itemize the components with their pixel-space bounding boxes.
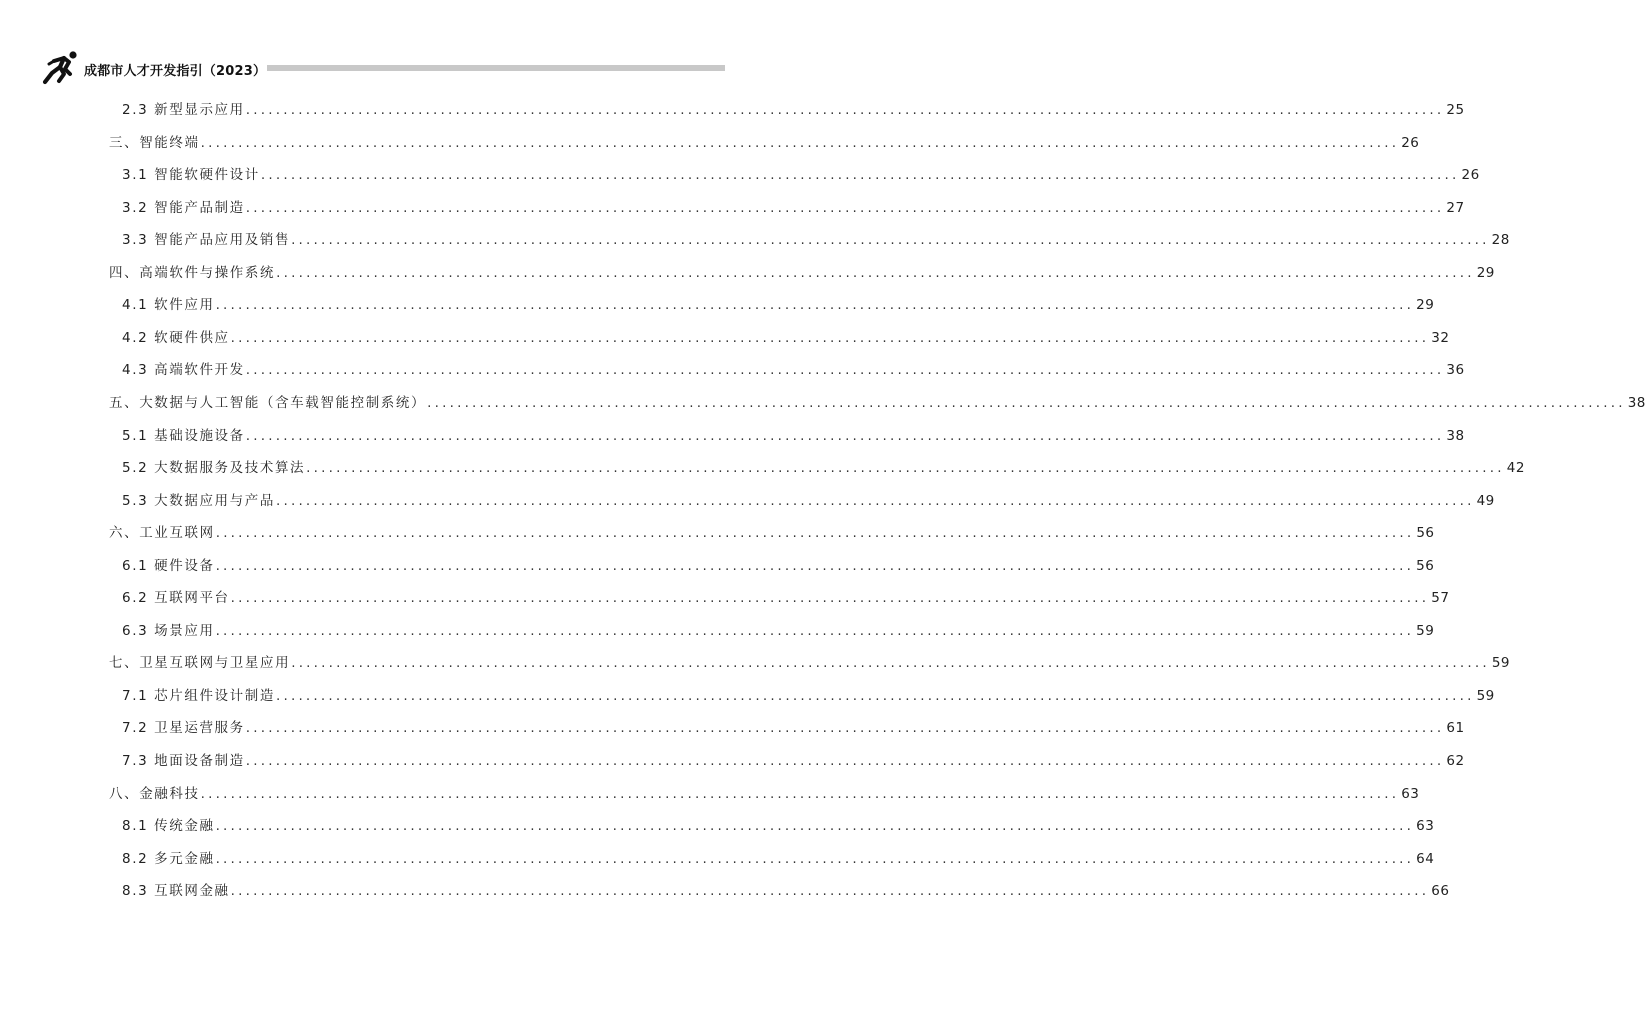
toc-entry[interactable] <box>122 294 1435 316</box>
toc-leader-dots: ................................................................................................................................................................ <box>200 135 1400 151</box>
toc-entry-page: 56 <box>1416 558 1435 574</box>
toc-entry[interactable] <box>122 848 1435 870</box>
toc-leader-dots: ................................................................................................................................................................ <box>215 818 1415 834</box>
toc-entry[interactable] <box>122 685 1495 707</box>
toc-entry-title: 5.2 大数据服务及技术算法 <box>122 460 306 476</box>
toc-entry-page: 59 <box>1416 623 1435 639</box>
toc-entry[interactable] <box>109 392 1646 414</box>
toc-entry-page: 56 <box>1416 525 1435 541</box>
toc-entry-title: 3.1 智能软硬件设计 <box>122 167 260 183</box>
toc-entry[interactable] <box>122 880 1450 902</box>
toc-entry-page: 62 <box>1446 753 1465 769</box>
toc-entry-page: 49 <box>1476 493 1495 509</box>
toc-entry-page: 38 <box>1627 395 1646 411</box>
toc-entry[interactable] <box>122 815 1435 837</box>
toc-entry-page: 61 <box>1446 720 1465 736</box>
toc-entry-page: 63 <box>1401 786 1420 802</box>
toc-entry-page: 66 <box>1431 883 1450 899</box>
toc-entry[interactable] <box>122 620 1435 642</box>
toc-leader-dots: ................................................................................................................................................................ <box>215 623 1415 639</box>
toc-entry-title: 四、高端软件与操作系统 <box>109 265 276 281</box>
toc-leader-dots: ................................................................................................................................................................ <box>245 720 1445 736</box>
toc-leader-dots: ................................................................................................................................................................ <box>275 688 1475 704</box>
toc-leader-dots: ................................................................................................................................................................ <box>230 330 1430 346</box>
toc-entry-title: 7.2 卫星运营服务 <box>122 720 245 736</box>
toc-entry[interactable] <box>109 652 1510 674</box>
toc-leader-dots: ................................................................................................................................................................ <box>215 525 1415 541</box>
toc-entry-title: 8.1 传统金融 <box>122 818 215 834</box>
toc-entry[interactable] <box>109 132 1420 154</box>
toc-entry[interactable] <box>122 717 1465 739</box>
toc-entry-title: 8.2 多元金融 <box>122 851 215 867</box>
toc-entry-title: 七、卫星互联网与卫星应用 <box>109 655 291 671</box>
toc-entry-title: 3.3 智能产品应用及销售 <box>122 232 291 248</box>
runner-icon <box>42 50 80 86</box>
toc-entry[interactable] <box>122 490 1495 512</box>
toc-entry-title: 7.3 地面设备制造 <box>122 753 245 769</box>
toc-entry[interactable] <box>109 783 1420 805</box>
toc-entry-page: 28 <box>1491 232 1510 248</box>
toc-entry[interactable] <box>122 750 1465 772</box>
toc-entry[interactable] <box>122 359 1465 381</box>
toc-entry-page: 59 <box>1476 688 1495 704</box>
toc-entry-page: 27 <box>1446 200 1465 216</box>
toc-entry-page: 25 <box>1446 102 1465 118</box>
toc-leader-dots: ................................................................................................................................................................ <box>230 590 1430 606</box>
toc-entry-page: 26 <box>1461 167 1480 183</box>
toc-entry[interactable] <box>109 262 1495 284</box>
toc-leader-dots: ................................................................................................................................................................ <box>260 167 1460 183</box>
toc-entry-title: 5.1 基础设施设备 <box>122 428 245 444</box>
toc-entry[interactable] <box>122 555 1435 577</box>
toc-leader-dots: ................................................................................................................................................................ <box>245 362 1445 378</box>
toc-entry-title: 6.2 互联网平台 <box>122 590 230 606</box>
toc-leader-dots: ................................................................................................................................................................ <box>200 786 1400 802</box>
toc-entry[interactable] <box>109 522 1435 544</box>
toc-entry-page: 38 <box>1446 428 1465 444</box>
toc-leader-dots: ................................................................................................................................................................ <box>276 265 1475 281</box>
toc-entry[interactable] <box>122 587 1450 609</box>
toc-leader-dots: ................................................................................................................................................................ <box>291 655 1490 671</box>
toc-entry-title: 6.3 场景应用 <box>122 623 215 639</box>
toc-leader-dots: ................................................................................................................................................................ <box>245 428 1445 444</box>
toc-entry[interactable] <box>122 99 1465 121</box>
toc-entry-page: 57 <box>1431 590 1450 606</box>
toc-entry-page: 29 <box>1476 265 1495 281</box>
toc-leader-dots: ................................................................................................................................................................ <box>215 297 1415 313</box>
page-header <box>42 50 725 86</box>
toc-entry-page: 36 <box>1446 362 1465 378</box>
toc-entry-title: 五、大数据与人工智能（含车载智能控制系统） <box>109 395 427 411</box>
toc-entry[interactable] <box>122 425 1465 447</box>
toc-entry-title: 4.2 软硬件供应 <box>122 330 230 346</box>
toc-leader-dots: ................................................................................................................................................................ <box>427 395 1626 411</box>
toc-entry[interactable] <box>122 229 1510 251</box>
toc-leader-dots: ................................................................................................................................................................ <box>245 102 1445 118</box>
toc-entry-title: 2.3 新型显示应用 <box>122 102 245 118</box>
toc-entry-title: 3.2 智能产品制造 <box>122 200 245 216</box>
toc-entry[interactable] <box>122 327 1450 349</box>
toc-entry[interactable] <box>122 164 1480 186</box>
toc-entry-title: 三、智能终端 <box>109 135 200 151</box>
toc-leader-dots: ................................................................................................................................................................ <box>245 200 1445 216</box>
toc-leader-dots: ................................................................................................................................................................ <box>215 558 1415 574</box>
toc-leader-dots: ................................................................................................................................................................ <box>291 232 1490 248</box>
toc-entry-title: 5.3 大数据应用与产品 <box>122 493 275 509</box>
toc-entry-page: 32 <box>1431 330 1450 346</box>
header-rule <box>267 65 725 71</box>
toc-entry-page: 29 <box>1416 297 1435 313</box>
toc-leader-dots: ................................................................................................................................................................ <box>275 493 1475 509</box>
toc-entry-title: 7.1 芯片组件设计制造 <box>122 688 275 704</box>
toc-entry-page: 42 <box>1506 460 1525 476</box>
toc-entry-title: 八、金融科技 <box>109 786 200 802</box>
toc-entry-page: 59 <box>1491 655 1510 671</box>
toc-entry-page: 64 <box>1416 851 1435 867</box>
toc-leader-dots: ................................................................................................................................................................ <box>215 851 1415 867</box>
toc-entry-title: 4.1 软件应用 <box>122 297 215 313</box>
toc-entry-page: 26 <box>1401 135 1420 151</box>
toc-entry-title: 8.3 互联网金融 <box>122 883 230 899</box>
toc-leader-dots: ................................................................................................................................................................ <box>306 460 1505 476</box>
header-title: 成都市人才开发指引（2023） <box>84 64 267 79</box>
toc-entry-page: 63 <box>1416 818 1435 834</box>
toc-entry-title: 六、工业互联网 <box>109 525 215 541</box>
toc-entry[interactable] <box>122 457 1525 479</box>
toc-entry-title: 6.1 硬件设备 <box>122 558 215 574</box>
toc-leader-dots: ................................................................................................................................................................ <box>230 883 1430 899</box>
toc-entry[interactable] <box>122 197 1465 219</box>
toc-leader-dots: ................................................................................................................................................................ <box>245 753 1445 769</box>
toc-entry-title: 4.3 高端软件开发 <box>122 362 245 378</box>
